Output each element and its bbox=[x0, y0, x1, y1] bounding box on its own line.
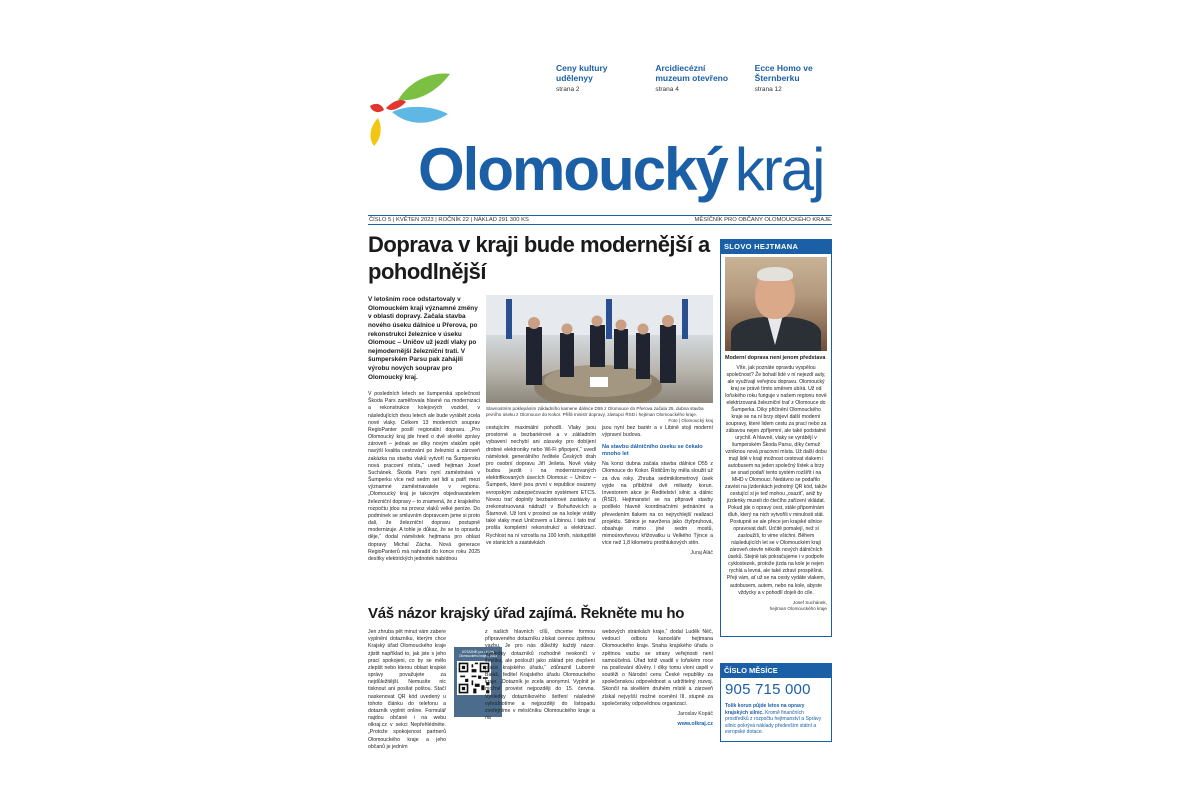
article-subheading: Na stavbu dálničního úseku se čekalo mnoho let bbox=[602, 444, 703, 458]
governor-column-box bbox=[720, 254, 832, 637]
governor-signature bbox=[725, 600, 827, 612]
number-of-month-header: ČÍSLO MĚSÍCE bbox=[720, 663, 832, 678]
signature-name: Josef Suchánek, bbox=[793, 599, 827, 605]
governor-column-header: SLOVO HEJTMANA bbox=[720, 239, 832, 254]
article2-body-column-2: z našich hlavních cílů, chceme formou připraveného dotazníku získat cennou zpětnou vazbu. Je pro nás důležitý každý názor. Výsledky dotazníků rozhodně neskončí v šuplíku, ale poslouží jako základ pro zlepšení práce krajského úřadu,“ zdůraznil Lubomír Baláš, ředitel Krajského úřadu Olomouckého kraje. „Dotazník je zcela anonymní. Vyplnit je možné provést nejpozději do 15. června. Výsledky dotazníkového šetření následně vyhodnotíme a nejpozději do listopadu zveřejníme v měsíčníku Olomouckého kraje a na bbox=[485, 629, 595, 722]
issue-info-bar bbox=[368, 215, 832, 225]
photo-caption bbox=[486, 406, 713, 424]
article-author: Juraj Aláč bbox=[690, 550, 713, 557]
teaser-list bbox=[556, 64, 832, 93]
article-body-text: jsou nyní bez bariér a v Libině stojí moderní výpravní budova. bbox=[602, 425, 713, 439]
publication-tagline: MĚSÍČNÍK PRO OBČANY OLOMOUCKÉHO KRAJE bbox=[694, 217, 831, 223]
article2-body-column-3 bbox=[602, 629, 713, 727]
governor-column bbox=[720, 239, 832, 637]
teaser-item[interactable] bbox=[755, 64, 832, 93]
masthead-title-main: Olomoucký bbox=[418, 136, 727, 203]
teaser-page: strana 4 bbox=[655, 85, 679, 93]
issue-info: ČÍSLO 5 | KVĚTEN 2023 | ROČNÍK 22 | NÁKLAD 291 300 KS bbox=[369, 217, 529, 223]
number-of-month-text-bold: Tolik korun půjde letos na opravy krajských silnic. bbox=[725, 703, 805, 716]
article-body-column-3 bbox=[602, 425, 713, 556]
website-link[interactable]: www.olkraj.cz bbox=[677, 720, 713, 727]
article-body-column-2: cestujícím maximální pohodlí. Vlaky jsou prostorné a bezbariérové a v základním vybavení nechybí ani zásuvky pro dobíjení drobné elektroniky nebo Wi-Fi připojení,“ uvedl náměstek generálního ředitele Českých drah pro osobní dopravu Jiří Ješeta. Nově vlaky budou jezdit i na modernizovaných elektrifikovaných úsecích Olomouc – Uničov – Šumperk, které jsou první v republice osazeny evropským zabezpečovacím systémem ETCS. Novou trať doplnily bezbariérové zastávky a zrekonstruovaná nádraží v Bohuňovicích a Štarnově. Už loni v prosinci se na koleje vrátily také vlaky mezi Uničovem a Libinou. I tato trať prošla kompletní rekonstrukcí a elektrizací. Rychlost na ní vzrostla na 100 km/h, nástupiště ve stanicích a zastávkách bbox=[486, 425, 596, 546]
masthead-title-secondary: kraj bbox=[734, 136, 824, 203]
teaser-page: strana 2 bbox=[556, 85, 580, 93]
governor-portrait bbox=[725, 257, 827, 351]
article2-headline: Váš názor krajský úřad zajímá. Řekněte mu ho bbox=[368, 605, 685, 622]
photo-caption-text: Slavnostním poklepáním základního kamene dálnice D55 z Olomouce do Přerova začala 25. dubna stavba prvního úseku z Olomouce do Kokor. Přišli ministr dopravy, zástupci ŘSD i hejtman Olomouckého kraje. bbox=[486, 406, 704, 417]
article-lead: V letošním roce odstartovaly v Olomouckém kraji významné změny v oblasti dopravy. Začala stavba nového úseku dálnice u Přerova, po rekonstrukci železnice v úseku Olomouc – Uničov už jezdí vlaky po nejmodernější železniční trati. V šumperském Parsu pak zahájili výrobu nových souprav pro Olomoucký kraj. bbox=[368, 296, 478, 381]
teaser-title: Arcidiecézní muzeum otevřeno bbox=[655, 63, 729, 83]
photo-credit: Foto | Olomoucký kraj bbox=[668, 417, 713, 423]
article-body-text: Na konci dubna začala stavba dálnice D55 z Olomouce do Kokor. Řidičům by měla sloužit už za dva roky. Zhruba sedmikilometrový úsek vyjde na přibližně dvě miliardy korun. Investorem akce je Ředitelství silnic a dálnic (ŘSD). Hejtmanství se na připravě stavby podílelo hlavně koordinačními jednáními a převedením tlakem na co nejrychlejší realizaci projektu. Silnice je navržena jako čtyřpruhová, obsahuje mimo jiné sedm mostů, mimoúrovňovou křižovatku u Velkého Týnce a více než 1,8 kilometru protihlukových stěn. bbox=[602, 461, 713, 547]
article-body-column-1: V posledních letech se šumperská společnost Škoda Pars zaměřovala hlavně na modernizaci a rekonstrukce kolejových vozidel, v následujících dvou letech ale bude vyrábět zcela nové vlaky. Celkem 13 moderních souprav RegioPanter posílí regionální dopravu. „Pro Olomoucký kraj jde hned o dvě skvělé zprávy zároveň – jednak se díky novým vlakům opět navýší kvalita cestování po železnici a zároveň zakázka na stavbu vlaků vytvoří na Šumpersku nová pracovní místa,“ uvedl hejtman Josef Suchánek. Škoda Pars nyní zaměstnává v Šumperku více než sedm set lidí a patří mezi významné zaměstnavatele v regionu. „Olomoucký kraj je takovým objednavatelem železniční dopravy – to znamená, že z krajského rozpočtu jdou na provoz vlaků velké peníze. Do podmínek se smluvním dopravcem jsme si proto dali, že železniční dopravu postupně modernizuje. A tohle je důkaz, že se to opravdu děje,“ dodal náměstek hejtmana pro oblast dopravy Michal Zácha. Nová generace RegioPanterů má nahradit do konce roku 2025 desítky elektrických jednotek nabídnou bbox=[368, 391, 480, 562]
teaser-title: Ecce Homo ve Šternberku bbox=[754, 63, 813, 83]
governor-text: Víte, jak poznáte opravdu vyspělou společnost? Že bohatí lidé v ní nejezdí auty, ale využívají veřejnou dopravu. Olomoucký kraj se právě tímto směrem ubírá. Už od loňského roku funguje v našem regionu nově elektrizovaná železniční trať z Olomouce do Šumperka. Díky přičinění Olomouckého kraje se na ní brzy objeví další moderní soupravy, které lidem cestu za prací nebo za zábavou nejen zpříjemní, ale také podstatně urychlí. A hlavně, vlaky se vyrábějí v šumperském Škoda Parsu, díky čemuž vzniknou nová pracovní místa. Už další dobu mají lidé v kraji možnost cestovat vlakem i autobusem na jeden společný lístek a brzy se snad podaří tento systém rozšířit i na MHD v Olomouci. Nedávno se podařilo zavést na jízdenkách jednotný QR kód, takže cestující si je teď mohou „osazit“, aniž by jízdenky museli do čtečího zařízení vkládat. Pokud jde o opravy cest, stále připomínám dluh, který na nich vytvořili v minulosti stát. Postupně se ale přece jen krajské silnice opravovat daří. Určitě pomalejí, než si zasloužíš, to vime všichni. Během následujících let se v Olomouckém kraji zároveň otevře několik nových dálničních úseků. Stejně tak pokračujeme i v podpoře cyklostezek, protože jízda na kole je nejen rychlá a levná, ale také zdraví prospěšná. Přeji vám, ať už se na cesty vydáte vlakem, autobusem, autem, nebo na kole, abyste vždycky a v pohodlí dojeli do cíle. bbox=[725, 365, 827, 596]
ceremony-photo-icon bbox=[486, 295, 713, 403]
main-article-column bbox=[368, 232, 713, 750]
article2-author: Jaroslav Kopáč bbox=[677, 710, 713, 717]
signature-role: hejtman Olomouckého kraje bbox=[769, 605, 827, 611]
portrait-hair bbox=[757, 267, 793, 281]
qr-label: DOTAZNÍK pro občany Olomouckého kraje – 2023 bbox=[458, 650, 498, 658]
number-of-month-text bbox=[725, 703, 827, 736]
teaser-item[interactable] bbox=[655, 64, 732, 93]
newspaper-page bbox=[368, 60, 832, 750]
teaser-page: strana 12 bbox=[754, 85, 782, 93]
number-of-month-text-rest: Kromě finančních prostředků z rozpočtu hejtmanství a Správy silnic pokrývá náklady především státní a evropské dotace. bbox=[725, 709, 822, 735]
masthead-title bbox=[418, 136, 824, 203]
article2-body-column-1: Jen zhruba pět minut vám zabere vyplnění dotazníku, kterým chce Krajský úřad Olomouckého kraje zjistit například to, jak jste s jeho prací spokojeni, co by se mělo zlepšit nebo kterou oblast krajské správy považujete za nejdůležitější. Nemusíte nic tisknout ani posílat poštou. Stačí naskenovat QR kód uvedený u tohoto článku do telefonu a dotazník vyplnit online. Formulář najdou občané i na webu olkraj.cz v sekci Nepřehlédněte. „Protože spokojenost partnerů Olomouckého kraje a jeho občanů je jedním bbox=[368, 629, 446, 750]
article2-body-text: webových stránkách kraje,“ dodal Luděk Něč, vedoucí odboru kanceláře hejtmana Olomouckého kraje. Snaha krajského úřadu o zpětnou vazbu se strany veřejnosti není samoúčelná. Úřad totiž vsadil v loňském roce na posilování důvěry. I díky tomu vloni uspěl v soutěži o Národní cenu České republiky za společenskou odpovědnost a udržitelný rozvoj. Skončil na skvělém druhém místě a zároveň získal nejvyšší možné ocenění III. stupně za společensky odpovědnou organizaci. bbox=[602, 629, 713, 707]
teaser-item[interactable] bbox=[556, 64, 633, 93]
article-photo bbox=[486, 295, 713, 403]
article-headline: Doprava v kraji bude modernější a pohodlnější bbox=[368, 232, 710, 284]
teaser-title: Ceny kultury udělenyy bbox=[556, 63, 608, 83]
number-of-month-value: 905 715 000 bbox=[725, 681, 811, 698]
number-of-month-box bbox=[720, 677, 832, 742]
governor-subheadline: Moderní doprava není jenom představa bbox=[725, 355, 826, 361]
